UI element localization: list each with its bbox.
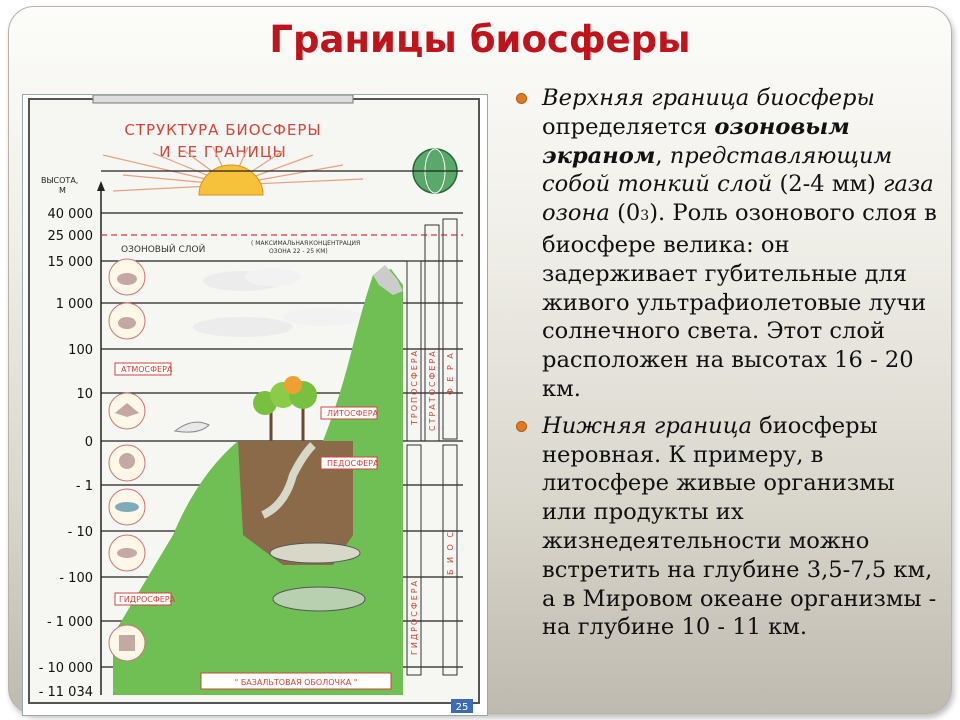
bullet-text: [542, 85, 937, 402]
ozone-note: ( МАКСИМАЛЬНАЯ: [251, 240, 309, 247]
text-column: [512, 84, 942, 650]
label-troposphere: ТРОПОСФЕРА: [410, 348, 419, 425]
label-stratosphere: СТРАТОСФЕРА: [428, 349, 437, 431]
label-hydrosphere-vertical: ГИДРОСФЕРА: [410, 578, 419, 655]
text-segment: представляющим собой тонкий слой: [542, 142, 893, 198]
height-label: - 1: [75, 479, 93, 494]
label-hydrosphere: ГИДРОСФЕРА: [119, 595, 176, 604]
height-label: 100: [68, 343, 93, 358]
height-label: - 100: [59, 571, 93, 586]
height-label: - 10 000: [38, 661, 93, 676]
text-segment: озоновым экраном: [542, 113, 850, 169]
text-segment: (0: [609, 200, 641, 227]
text-segment: газа озона: [542, 171, 934, 227]
axis-label-unit: М: [59, 186, 66, 195]
label-biosphere-lower: Б И О С: [446, 530, 455, 575]
bullet-dot-icon: [516, 93, 527, 104]
height-label: 40 000: [47, 207, 93, 222]
slide-title: Границы биосферы: [269, 18, 691, 61]
height-label: - 10: [67, 525, 93, 540]
text-segment: биосферы неровная. К примеру, в литосфере живые организмы или продукты их жизнедеятельности можно встретить на глубине 3,5-7,5 км, а в Мировом океане организмы - на глубине 10 - 11 км.: [542, 412, 937, 641]
biosphere-structure-figure: [22, 94, 488, 716]
ozone-note: КОНЦЕНТРАЦИЯ: [309, 240, 361, 247]
height-label: - 1 000: [46, 615, 93, 630]
label-lithosphere: ЛИТОСФЕРА: [327, 409, 379, 418]
label-atmosphere: АТМОСФЕРА: [121, 365, 173, 374]
text-segment: 3: [640, 208, 650, 225]
label-pedosphere: ПЕДОСФЕРА: [327, 459, 379, 468]
ozone-note: ОЗОНА 22 - 25 КМ): [269, 248, 328, 255]
bullet-upper-boundary: [512, 84, 942, 404]
axis-label-height: ВЫСОТА,: [41, 176, 79, 185]
figure-heading-line1: СТРУКТУРА БИОСФЕРЫ: [124, 121, 322, 139]
text-segment: Верхняя граница биосферы: [542, 85, 875, 111]
ozone-label: ОЗОНОВЫЙ СЛОЙ: [121, 245, 206, 255]
text-segment: (2-4 мм): [772, 171, 883, 198]
bullet-dot-icon: [516, 421, 527, 432]
text-segment: определяется: [542, 113, 715, 140]
height-label: 15 000: [47, 255, 93, 270]
height-label: 0: [84, 435, 93, 450]
figure-page-number: 25: [455, 702, 469, 713]
bullet-text: [542, 413, 936, 641]
label-biosphere-upper: Ф Е Р А: [446, 351, 455, 395]
figure-heading-line2: И ЕЕ ГРАНИЦЫ: [159, 143, 287, 161]
bullet-lower-boundary: [512, 412, 942, 642]
height-label: 1 000: [55, 297, 93, 312]
height-label: 25 000: [47, 229, 93, 244]
text-segment: Нижняя граница: [542, 412, 752, 439]
label-basalt: " БАЗАЛЬТОВАЯ ОБОЛОЧКА ": [234, 678, 358, 687]
text-segment: ). Роль озонового слоя в биосфере велика: он задерживает губительные для живого ультрафиолетовые лучи солнечного света. Этот слой расположен на высотах 16 - 20 км.: [542, 200, 937, 402]
text-segment: ,: [655, 142, 670, 169]
height-label: - 11 034: [38, 685, 93, 700]
height-label: 10: [76, 387, 93, 402]
